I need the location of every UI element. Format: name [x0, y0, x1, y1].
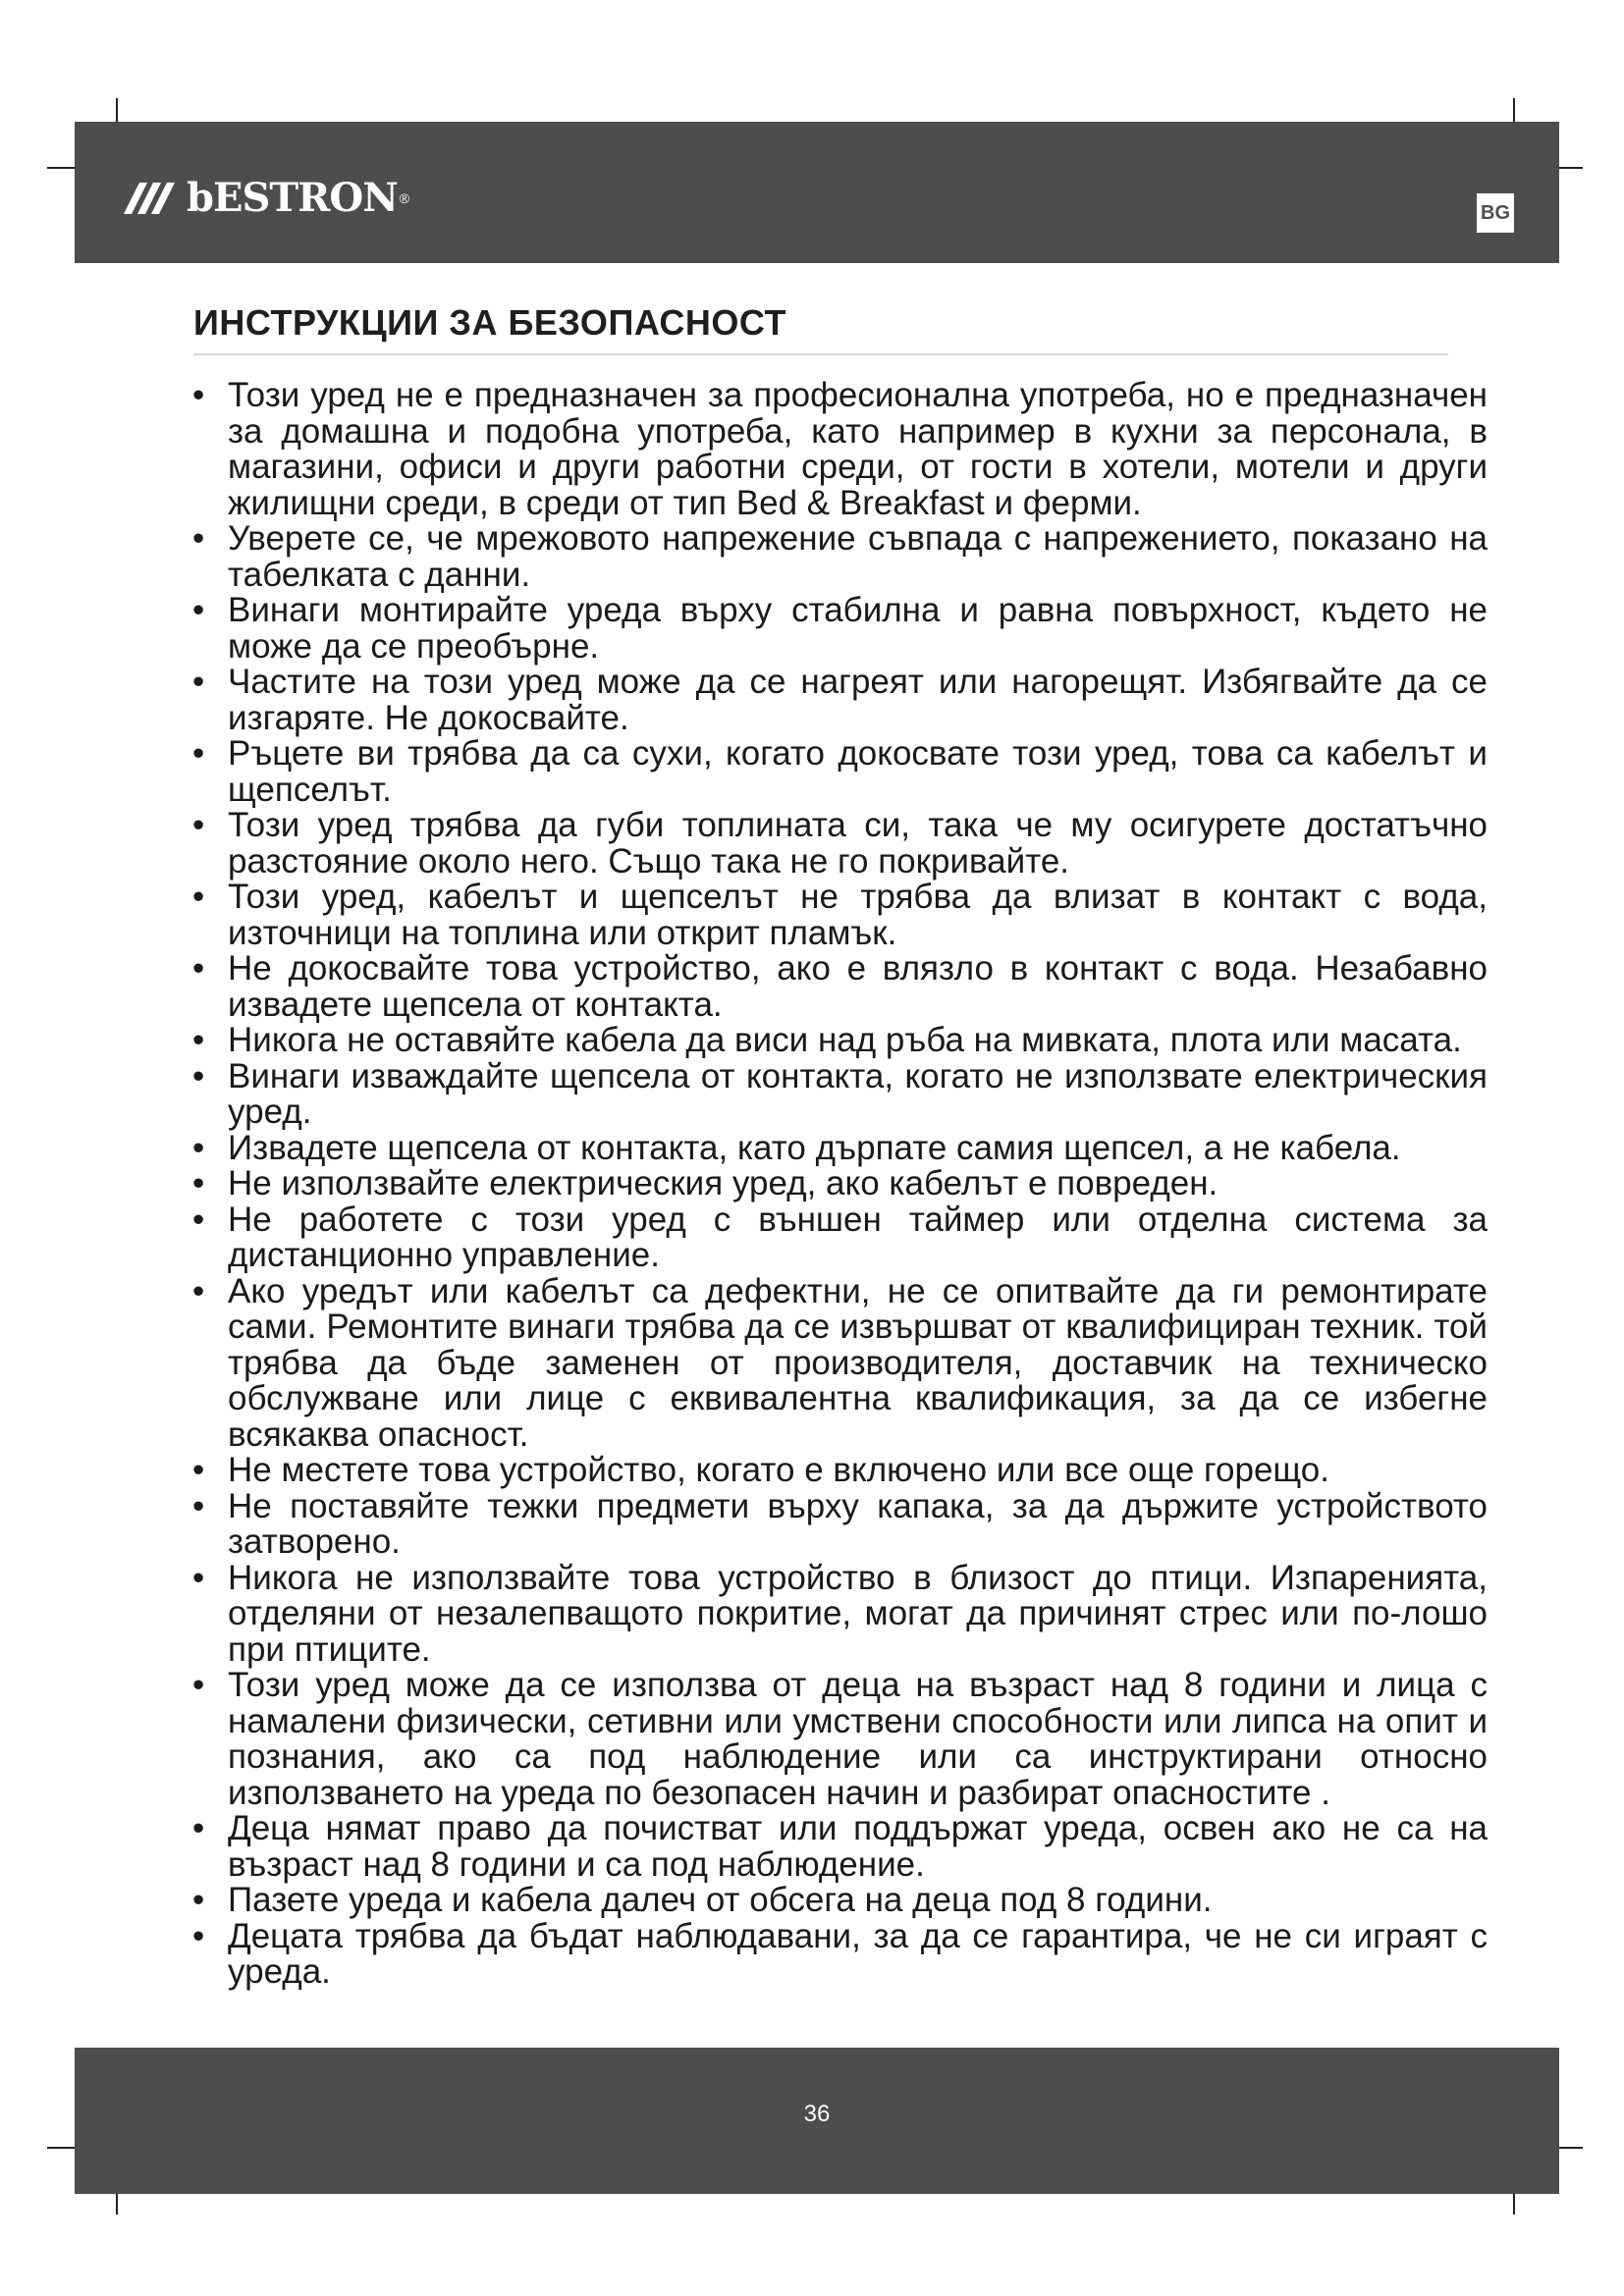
list-item: • Никога не използвайте това устройство в близост до птици. Изпаренията, отделяни от незалепващото покритие, могат да причинят стрес или по-лошо при птиците.: [187, 1561, 1488, 1669]
brand-logo: [122, 175, 410, 221]
list-item: • Частите на този уред може да се нагреят или нагорещят. Избягвайте да се изгаряте. Не докосвайте.: [187, 665, 1488, 736]
list-item: • Уверете се, че мрежовото напрежение съвпада с напрежението, показано на табелката с данни.: [187, 521, 1488, 593]
list-item: • Пазете уреда и кабела далеч от обсега на деца под 8 години.: [187, 1883, 1488, 1919]
list-item: • Не докосвайте това устройство, ако е влязло в контакт с вода. Незабавно извадете щепсела от контакта.: [187, 951, 1488, 1023]
list-item: • Този уред трябва да губи топлината си, така че му осигурете достатъчно разстояние около него. Също така не го покривайте.: [187, 808, 1488, 880]
safety-instructions-list: [187, 378, 1488, 1991]
title-divider: [193, 353, 1448, 355]
registered-mark: ®: [399, 190, 410, 206]
chevron-logo-icon: [122, 179, 181, 218]
list-item: • Винаги монтирайте уреда върху стабилна и равна повърхност, където не може да се преобърне.: [187, 593, 1488, 665]
list-item: • Ръцете ви трябва да са сухи, когато докосвате този уред, това са кабелът и щепселът.: [187, 736, 1488, 808]
page-number: 36: [803, 2101, 831, 2127]
list-item: • Деца нямат право да почистват или поддържат уреда, освен ако не са на възраст над 8 години и са под наблюдение.: [187, 1811, 1488, 1883]
list-item: • Този уред не е предназначен за професионална употреба, но е предназначен за домашна и подобна употреба, като например в кухни за персонала, в магазини, офиси и други работни среди, от гости в хотели, мотели и други жилищни среди, в среди от тип Bed & Breakfast и ферми.: [187, 378, 1488, 521]
language-badge: BG: [1477, 193, 1514, 233]
list-item: • Не поставяйте тежки предмети върху капака, за да държите устройството затворено.: [187, 1489, 1488, 1561]
list-item: • Не работете с този уред с външен таймер или отделна система за дистанционно управление.: [187, 1202, 1488, 1274]
list-item: • Винаги изваждайте щепсела от контакта, когато не използвате електрическия уред.: [187, 1059, 1488, 1131]
footer-bar: [75, 2048, 1559, 2194]
header-bar: [75, 122, 1559, 263]
list-item: • Не използвайте електрическия уред, ако кабелът е повреден.: [187, 1166, 1488, 1202]
list-item: • Децата трябва да бъдат наблюдавани, за да се гарантира, че не си играят с уреда.: [187, 1919, 1488, 1991]
list-item: • Ако уредът или кабелът са дефектни, не се опитвайте да ги ремонтирате сами. Ремонтите винаги трябва да се извършват от квалифициран техник. той трябва да бъде заменен от производителя, доставчик на техническо обслужване или лице с еквивалентна квалификация, за да се избегне всякаква опасност.: [187, 1274, 1488, 1454]
list-item: • Никога не оставяйте кабела да виси над ръба на мивката, плота или масата.: [187, 1023, 1488, 1059]
list-item: • Този уред може да се използва от деца на възраст над 8 години и лица с намалени физически, сетивни или умствени способности или липса на опит и познания, ако са под наблюдение или са инструктирани относно използването на уреда по безопасен начин и разбират опасностите .: [187, 1668, 1488, 1811]
brand-name: bESTRON: [187, 175, 398, 221]
page-title: ИНСТРУКЦИИ ЗА БЕЗОПАСНОСТ: [193, 302, 787, 343]
list-item: • Извадете щепсела от контакта, като дърпате самия щепсел, а не кабела.: [187, 1131, 1488, 1167]
list-item: • Не местете това устройство, когато е включено или все още горещо.: [187, 1453, 1488, 1489]
list-item: • Този уред, кабелът и щепселът не трябва да влизат в контакт с вода, източници на топлина или открит пламък.: [187, 880, 1488, 951]
